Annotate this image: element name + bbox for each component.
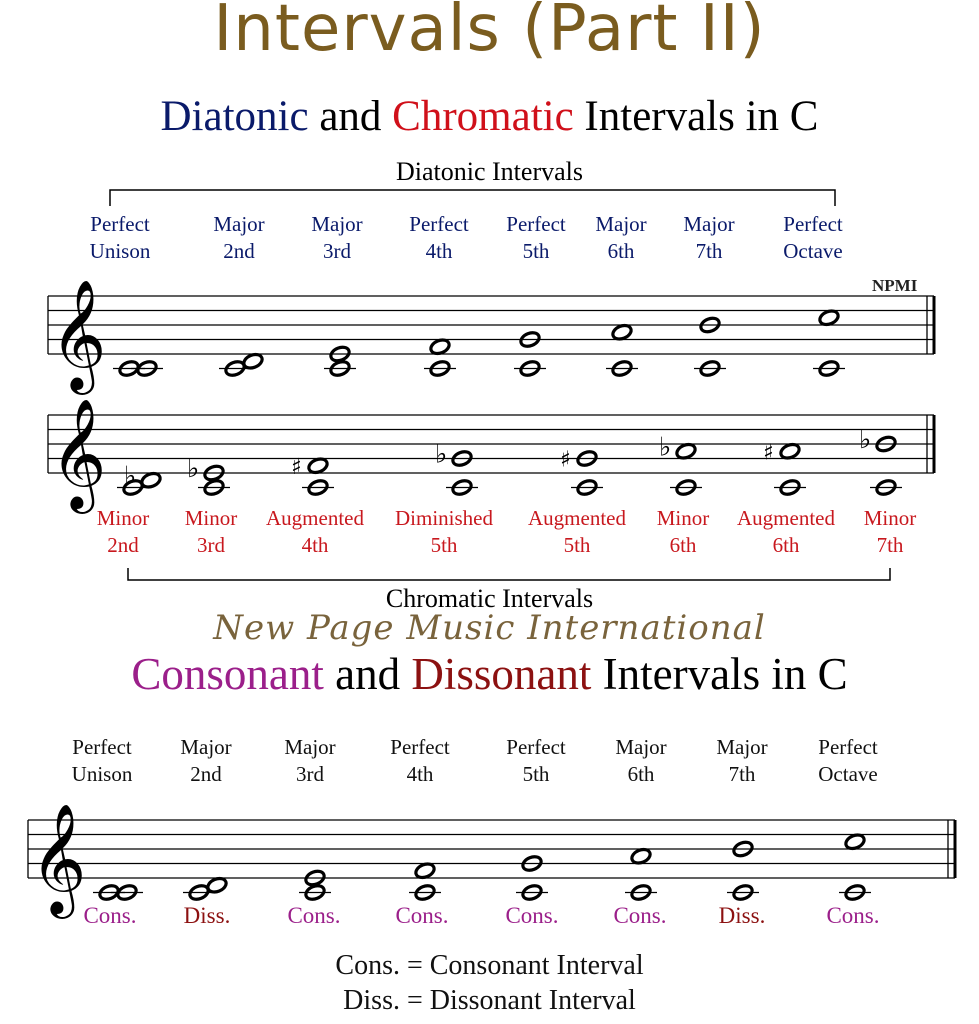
- consonance-mark-5: Cons.: [505, 903, 559, 928]
- consonance-label-line: 3rd: [296, 762, 324, 786]
- diatonic-label-line: 3rd: [323, 239, 351, 263]
- consonance-mark-2: Diss.: [183, 903, 231, 928]
- consonance-mark-6: Cons.: [613, 903, 667, 928]
- consonance-label-line: Major: [180, 735, 232, 759]
- chromatic-label-line: Minor: [863, 506, 917, 530]
- flat-icon: ♭: [435, 439, 448, 470]
- chromatic-label-line: Minor: [184, 506, 238, 530]
- flat-icon: ♭: [124, 461, 137, 492]
- flat-icon: ♭: [859, 425, 872, 455]
- dissonant-word: Dissonant: [411, 649, 592, 699]
- chromatic-label-line: 5th: [563, 533, 591, 557]
- consonance-label-line: Perfect: [818, 735, 878, 759]
- consonance-label-line: Major: [615, 735, 667, 759]
- diatonic-label-line: Perfect: [409, 212, 469, 236]
- whole-note: [675, 442, 697, 461]
- whole-note: [206, 876, 228, 895]
- chromatic-label-line: 5th: [430, 533, 458, 557]
- diatonic-label-line: 2nd: [223, 239, 255, 263]
- diatonic-label-line: Perfect: [90, 212, 150, 236]
- treble-clef-icon: 𝄞: [30, 802, 87, 915]
- whole-note: [779, 442, 801, 461]
- whole-note: [818, 308, 840, 327]
- sharp-icon: ♯: [560, 447, 571, 473]
- diatonic-label-line: Major: [311, 212, 363, 236]
- whole-note: [242, 352, 264, 371]
- consonance-label-line: Major: [716, 735, 768, 759]
- consonance-mark-1: Cons.: [83, 903, 137, 928]
- treble-clef-icon: 𝄞: [50, 397, 107, 510]
- intervals-in-c-text: Intervals in C: [573, 93, 819, 140]
- whole-note: [307, 456, 329, 475]
- consonance-label-line: Major: [284, 735, 336, 759]
- diatonic-label-line: Perfect: [783, 212, 843, 236]
- and-word-2: and: [323, 649, 412, 699]
- consonance-label-line: 5th: [522, 762, 550, 786]
- chromatic-label-line: 2nd: [107, 533, 139, 557]
- and-word: and: [308, 93, 393, 140]
- chromatic-word: Chromatic: [392, 93, 574, 140]
- chromatic-label-line: Augmented: [528, 506, 626, 530]
- diatonic-label-line: 7th: [695, 239, 723, 263]
- sharp-icon: ♯: [763, 440, 774, 466]
- diatonic-label-line: Major: [595, 212, 647, 236]
- consonant-word: Consonant: [131, 649, 324, 699]
- diatonic-intervals-label: Diatonic Intervals: [396, 157, 583, 186]
- whole-note: [140, 471, 162, 490]
- diatonic-bracket: [110, 190, 835, 206]
- consonance-label-line: Unison: [71, 762, 133, 786]
- consonance-mark-3: Cons.: [287, 903, 341, 928]
- consonance-mark-8: Cons.: [826, 903, 880, 928]
- chromatic-intervals-label: Chromatic Intervals: [385, 584, 594, 613]
- consonance-label-line: Perfect: [72, 735, 132, 759]
- treble-clef-icon: 𝄞: [50, 278, 107, 391]
- consonance-label-line: 7th: [728, 762, 756, 786]
- npmi-mark: NPMI: [872, 276, 918, 295]
- diatonic-label-line: 5th: [522, 239, 550, 263]
- diatonic-label-line: Octave: [783, 239, 843, 263]
- diatonic-word: Diatonic: [160, 93, 309, 140]
- diatonic-label-line: Perfect: [506, 212, 566, 236]
- flat-icon: ♭: [187, 454, 200, 484]
- consonance-mark-4: Cons.: [395, 903, 449, 928]
- chromatic-label-line: 4th: [301, 533, 329, 557]
- chromatic-label-line: 6th: [772, 533, 800, 557]
- diatonic-label-line: Major: [683, 212, 735, 236]
- chromatic-bracket: [128, 568, 890, 580]
- diatonic-label-line: 6th: [607, 239, 635, 263]
- chromatic-label-line: Diminished: [395, 506, 493, 530]
- sharp-icon: ♯: [291, 454, 302, 480]
- chromatic-label-line: Augmented: [737, 506, 835, 530]
- whole-note: [429, 337, 451, 356]
- consonance-label-line: Octave: [818, 762, 878, 786]
- flat-icon: ♭: [659, 432, 672, 463]
- whole-note: [611, 323, 633, 342]
- consonance-label-line: Perfect: [506, 735, 566, 759]
- brand-watermark: New Page Music International: [213, 608, 766, 648]
- chromatic-label-line: 6th: [669, 533, 697, 557]
- whole-note: [844, 832, 866, 851]
- chromatic-label-line: 7th: [876, 533, 904, 557]
- chromatic-label-line: 3rd: [197, 533, 225, 557]
- consonance-label-line: 4th: [406, 762, 434, 786]
- chromatic-label-line: Augmented: [266, 506, 364, 530]
- diatonic-label-line: 4th: [425, 239, 453, 263]
- consonance-label-line: 2nd: [190, 762, 222, 786]
- diatonic-label-line: Major: [213, 212, 265, 236]
- legend-consonant: Cons. = Consonant Interval: [335, 950, 644, 981]
- diatonic-label-line: Unison: [89, 239, 151, 263]
- consonance-mark-7: Diss.: [718, 903, 766, 928]
- chromatic-label-line: Minor: [96, 506, 150, 530]
- whole-note: [414, 861, 436, 880]
- consonance-label-line: Perfect: [390, 735, 450, 759]
- legend-dissonant: Diss. = Dissonant Interval: [343, 985, 636, 1016]
- whole-note: [630, 847, 652, 866]
- chromatic-label-line: Minor: [656, 506, 710, 530]
- consonance-label-line: 6th: [627, 762, 655, 786]
- intervals-in-c-text-2: Intervals in C: [591, 649, 848, 699]
- page-title: Intervals (Part II): [213, 0, 766, 66]
